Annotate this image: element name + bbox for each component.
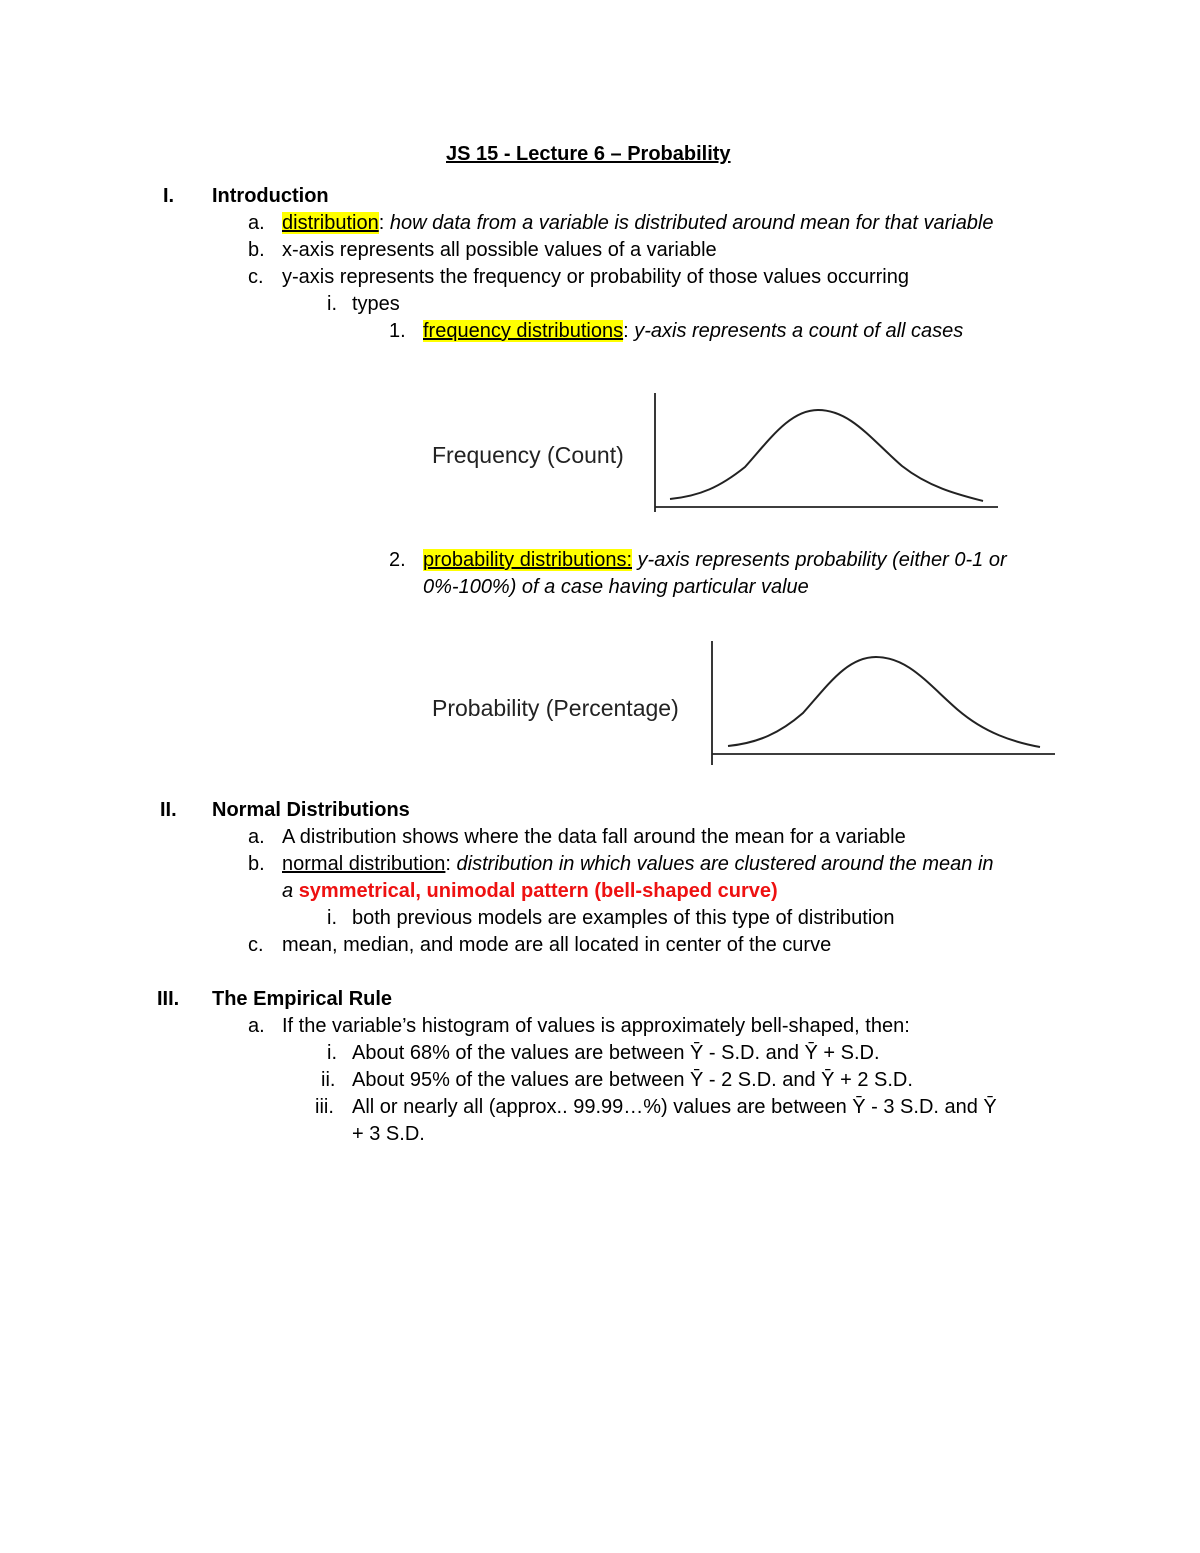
item-marker: a.: [248, 212, 265, 234]
probability-figure-label: Probability (Percentage): [432, 695, 679, 721]
subitem-text: All or nearly all (approx.. 99.99…%) values are between Ȳ - 3 S.D. and Ȳ: [352, 1096, 997, 1118]
subitem-marker: ii.: [321, 1069, 336, 1091]
subitem-text: About 68% of the values are between Ȳ - S.D. and Ȳ + S.D.: [352, 1042, 880, 1064]
item-marker: c.: [248, 266, 264, 288]
subitem-marker: i.: [327, 293, 337, 315]
definition-text-continued: 0%-100%) of a case having particular value: [423, 576, 809, 598]
subitem-marker: i.: [327, 1042, 337, 1064]
page-title: JS 15 - Lecture 6 – Probability: [446, 143, 731, 165]
definition-prefix: a: [282, 880, 299, 902]
item-marker: c.: [248, 934, 264, 956]
subitem-text: About 95% of the values are between Ȳ - 2 S.D. and Ȳ + 2 S.D.: [352, 1069, 913, 1091]
section-3-number: III.: [157, 988, 180, 1010]
section-3-heading: The Empirical Rule: [212, 988, 393, 1010]
term-separator: :: [445, 853, 451, 875]
probability-curve: [728, 657, 1040, 747]
item-text: x-axis represents all possible values of a variable: [282, 239, 717, 261]
section-2-heading: Normal Distributions: [212, 799, 410, 821]
item-marker: b.: [248, 853, 265, 875]
item-text: mean, median, and mode are all located in center of the curve: [282, 934, 832, 956]
emphasis-bell-shaped: symmetrical, unimodal pattern (bell-shaped curve): [298, 880, 778, 902]
subitem-text: both previous models are examples of this type of distribution: [352, 907, 895, 929]
definition-text: how data from a variable is distributed around mean for that variable: [384, 212, 994, 234]
item-text: If the variable’s histogram of values is approximately bell-shaped, then:: [282, 1015, 910, 1037]
term-normal-distribution: normal distribution: [282, 853, 446, 875]
numbered-marker: 1.: [389, 320, 406, 342]
definition-normal-distribution: [282, 852, 994, 876]
definition-text: y-axis represents a count of all cases: [628, 320, 964, 342]
definition-text: y-axis represents probability (either 0-1 or: [632, 549, 1007, 571]
section-2-number: II.: [160, 799, 177, 821]
term-distribution: distribution: [282, 212, 379, 234]
subitem-marker: iii.: [315, 1096, 334, 1118]
item-marker: b.: [248, 239, 265, 261]
term-frequency-distributions: frequency distributions: [423, 320, 624, 342]
section-1-heading: Introduction: [212, 185, 329, 207]
item-text: y-axis represents the frequency or probability of those values occurring: [282, 266, 909, 288]
term-separator: :: [378, 212, 385, 234]
frequency-figure-label: Frequency (Count): [432, 442, 624, 468]
term-separator: :: [623, 320, 629, 342]
definition-text-continued: [282, 879, 778, 903]
term-probability-distributions: probability distributions:: [423, 549, 632, 571]
subitem-text-continued: + 3 S.D.: [352, 1123, 425, 1145]
item-marker: a.: [248, 1015, 265, 1037]
subitem-text: types: [352, 293, 400, 315]
subitem-marker: i.: [327, 907, 337, 929]
item-text: A distribution shows where the data fall around the mean for a variable: [282, 826, 906, 848]
numbered-marker: 2.: [389, 549, 406, 571]
definition-text: distribution in which values are clustered around the mean in: [450, 853, 994, 875]
item-marker: a.: [248, 826, 265, 848]
section-1-number: I.: [163, 185, 175, 207]
